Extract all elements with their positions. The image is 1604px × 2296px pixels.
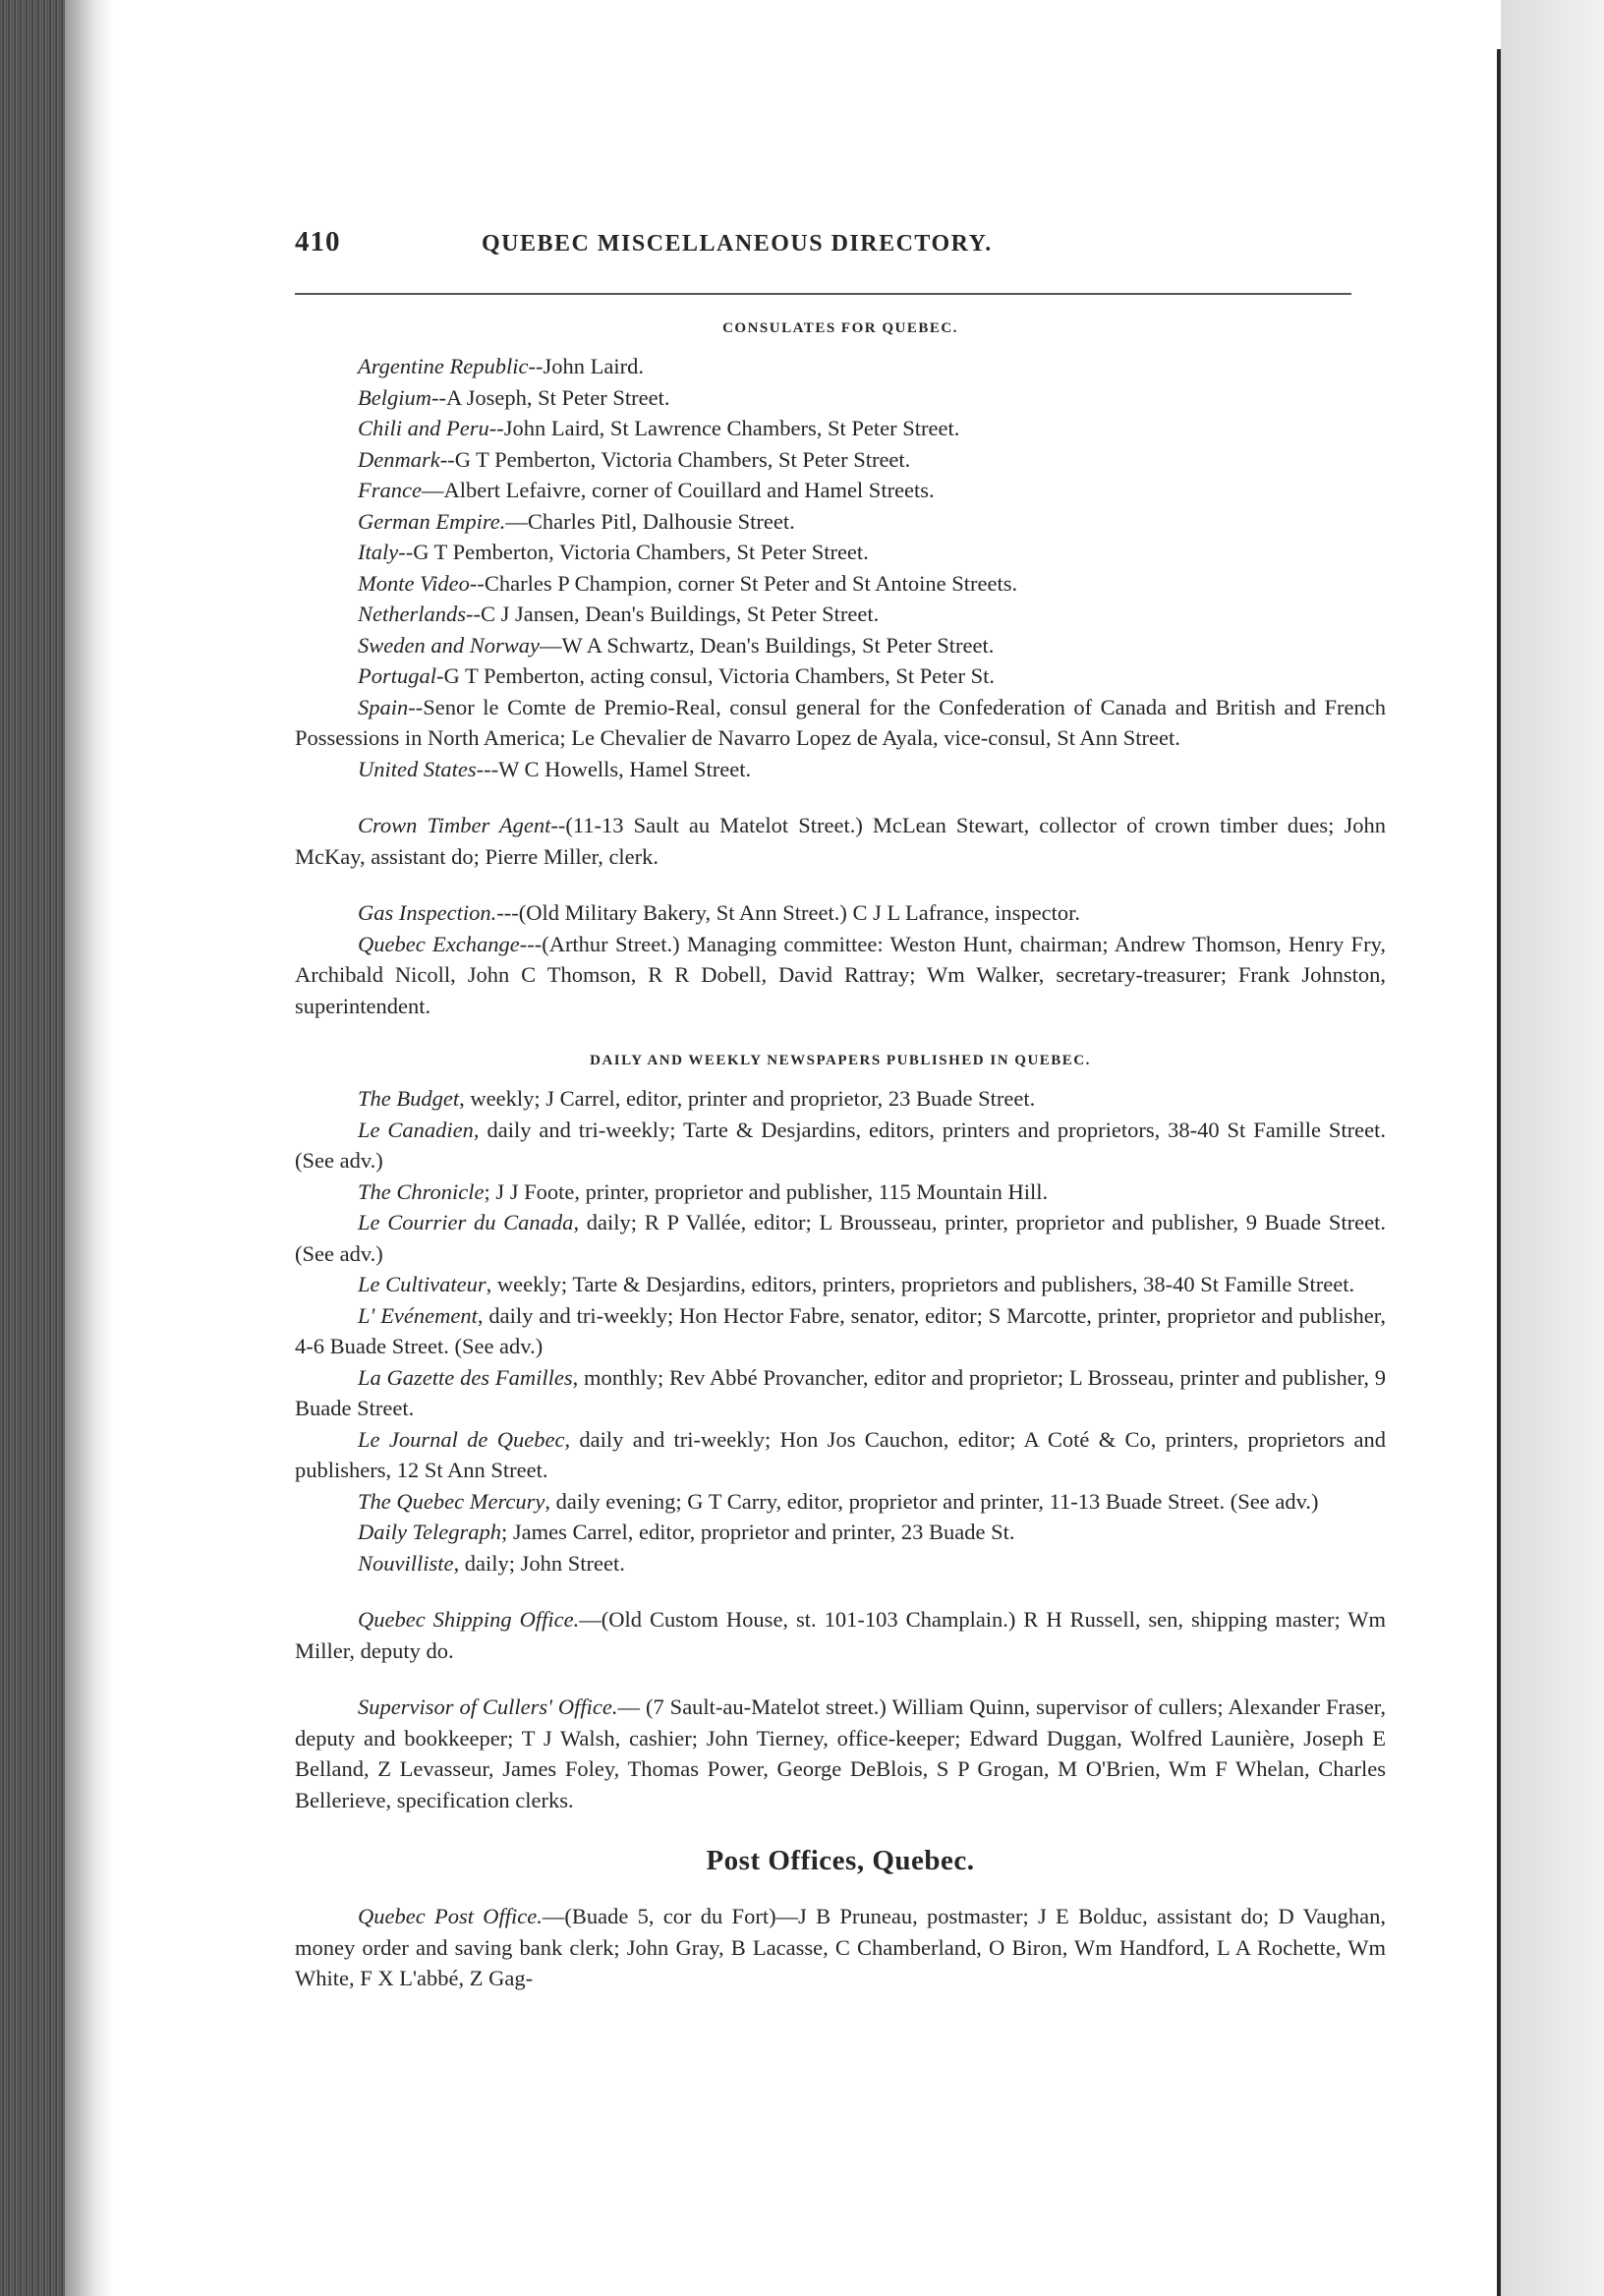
- entry-label: Spain: [358, 694, 409, 719]
- entry-text: --(11-13 Sault au Matelot Street.) McLean Stewart, collector of crown timber dues; John McKay, assistant do; Pierre Miller, clerk.: [295, 813, 1386, 869]
- entry-text: --C J Jansen, Dean's Buildings, St Peter Street.: [466, 602, 880, 626]
- entry-text: , weekly; Tarte & Desjardins, editors, printers, proprietors and publishers, 38-40 St Famille Street.: [486, 1272, 1355, 1296]
- entry-label: Gas Inspection.: [358, 900, 497, 925]
- entry-text: —W A Schwartz, Dean's Buildings, St Peter Street.: [540, 632, 995, 658]
- consulates-list: [295, 351, 1386, 784]
- crown-timber-section: [295, 810, 1386, 872]
- consulate-entry: [295, 351, 1386, 382]
- entry-label: France: [358, 478, 422, 502]
- entry-label: Chili and Peru: [358, 416, 489, 440]
- entry-label: Belgium: [358, 384, 431, 410]
- entry-text: — (7 Sault-au-Matelot street.) William Quinn, supervisor of cullers; Alexander Fraser, deputy and bookkeeper; T J Walsh, cashier; John Tierney, office-keeper; Edward Duggan, Wolfred Launière, Joseph E Belland, Z Levasseur, James Foley, Thomas Power, George DeBlois, S P Grogan, M O'Brien, Wm F Whelan, Charles Bellerieve, specification clerks.: [295, 1694, 1386, 1812]
- entry-label: The Budget: [358, 1086, 460, 1111]
- entry-label: Daily Telegraph: [358, 1520, 502, 1544]
- entry-text: --Senor le Comte de Premio-Real, consul general for the Confederation of Canada and British and French Possessions in North America; Le Chevalier de Navarro Lopez de Ayala, vice-consul, St Ann Street.: [295, 694, 1386, 750]
- entry-text: --John Laird, St Lawrence Chambers, St Peter Street.: [488, 416, 960, 440]
- newspaper-entry: [295, 1177, 1386, 1208]
- entry-text: -G T Pemberton, acting consul, Victoria Chambers, St Peter St.: [436, 663, 995, 688]
- entry-text: ---(Arthur Street.) Managing committee: Weston Hunt, chairman; Andrew Thomson, Henry Fry, Archibald Nicoll, John C Thomson, R R Dobell, David Rattray; Wm Walker, secretary-treasurer; Frank Johnston, superintendent.: [295, 931, 1386, 1018]
- entry-text: ---W C Howells, Hamel Street.: [476, 756, 752, 781]
- consulate-entry: [295, 444, 1386, 476]
- consulate-entry: [295, 660, 1386, 692]
- entry-label: Le Journal de Quebec: [358, 1426, 565, 1452]
- consulate-entry: [295, 537, 1386, 568]
- entry-label: Quebec Shipping Office.: [358, 1607, 580, 1632]
- newspaper-entry: [295, 1083, 1386, 1115]
- entry-text: , daily evening; G T Carry, editor, proprietor and printer, 11-13 Buade Street. (See adv.): [544, 1488, 1319, 1514]
- newspaper-entry: [295, 1362, 1386, 1424]
- entry-text: , daily and tri-weekly; Hon Jos Cauchon, editor; A Coté & Co, printers, proprietors and publishers, 12 St Ann Street.: [295, 1426, 1386, 1482]
- entry-text: --A Joseph, St Peter Street.: [430, 384, 670, 410]
- book-page-edges: [0, 0, 65, 2296]
- directory-page: [295, 226, 1386, 1994]
- newspaper-entry: [295, 1517, 1386, 1548]
- entry-label: German Empire.: [358, 508, 506, 534]
- shipping-office-section: [295, 1604, 1386, 1666]
- entry-label: Supervisor of Cullers' Office.: [358, 1694, 618, 1719]
- entry-label: Quebec Post Office.: [358, 1904, 543, 1928]
- office-entry: [295, 1692, 1386, 1815]
- cullers-office-section: [295, 1692, 1386, 1815]
- office-entry: [295, 1604, 1386, 1666]
- newspaper-entry: [295, 1300, 1386, 1362]
- entry-text: , daily and tri-weekly; Tarte & Desjardins, editors, printers and proprietors, 38-40 St Famille Street. (See adv.): [295, 1117, 1386, 1173]
- entry-label: Portugal: [358, 663, 437, 688]
- entry-label: Monte Video: [358, 570, 470, 596]
- newspapers-title: DAILY AND WEEKLY NEWSPAPERS PUBLISHED IN QUEBEC.: [590, 1053, 1091, 1068]
- entry-text: —Charles Pitl, Dalhousie Street.: [505, 508, 795, 534]
- entry-text: , weekly; J Carrel, editor, printer and proprietor, 23 Buade Street.: [459, 1086, 1036, 1111]
- entry-text: --G T Pemberton, Victoria Chambers, St Peter Street.: [439, 446, 911, 472]
- office-entry: [295, 897, 1386, 929]
- entry-label: The Chronicle: [358, 1178, 485, 1204]
- entry-text: ; James Carrel, editor, proprietor and printer, 23 Buade St.: [501, 1520, 1015, 1544]
- post-offices-heading: Post Offices, Quebec.: [706, 1845, 975, 1876]
- office-entry: [295, 810, 1386, 872]
- newspaper-entry: [295, 1269, 1386, 1300]
- entry-text: ---(Old Military Bakery, St Ann Street.) C J L Lafrance, inspector.: [496, 900, 1081, 925]
- running-title: QUEBEC MISCELLANEOUS DIRECTORY.: [482, 231, 993, 257]
- entry-text: —(Old Custom House, st. 101-103 Champlain.) R H Russell, sen, shipping master; Wm Miller, deputy do.: [295, 1607, 1386, 1663]
- consulates-title: CONSULATES FOR QUEBEC.: [722, 320, 958, 336]
- entry-text: , daily and tri-weekly; Hon Hector Fabre, senator, editor; S Marcotte, printer, proprietor and publisher, 4-6 Buade Street. (See adv.): [295, 1302, 1387, 1358]
- entry-text: —Albert Lefaivre, corner of Couillard and Hamel Streets.: [421, 478, 935, 502]
- newspaper-entry: [295, 1486, 1386, 1518]
- entry-label: Crown Timber Agent: [358, 813, 551, 837]
- consulate-entry: [295, 475, 1386, 506]
- entry-label: Sweden and Norway: [358, 632, 540, 658]
- consulate-entry: [295, 754, 1386, 785]
- page-header: [295, 226, 1386, 269]
- consulate-entry: [295, 568, 1386, 600]
- gutter-shadow: [65, 0, 114, 2296]
- post-offices-list: [295, 1901, 1386, 1994]
- inspection-exchange-section: [295, 897, 1386, 1021]
- entry-text: , daily; R P Vallée, editor; L Brousseau, printer, proprietor and publisher, 9 Buade Street. (See adv.): [295, 1210, 1386, 1266]
- consulate-entry: [295, 630, 1386, 661]
- entry-label: Nouvilliste: [358, 1550, 454, 1576]
- entry-label: Le Canadien: [358, 1117, 474, 1142]
- entry-label: Argentine Republic: [358, 354, 529, 378]
- entry-text: --John Laird.: [528, 354, 644, 378]
- entry-label: Netherlands: [358, 602, 466, 626]
- entry-text: --Charles P Champion, corner St Peter and St Antoine Streets.: [469, 570, 1018, 596]
- consulate-entry: [295, 692, 1386, 754]
- post-office-entry: [295, 1901, 1386, 1994]
- entry-label: Denmark: [358, 446, 440, 472]
- entry-text: ; J J Foote, printer, proprietor and publisher, 115 Mountain Hill.: [484, 1178, 1049, 1204]
- entry-label: United States: [358, 756, 477, 781]
- consulate-entry: [295, 599, 1386, 630]
- newspapers-list: [295, 1083, 1386, 1578]
- newspaper-entry: [295, 1207, 1386, 1269]
- entry-text: —(Buade 5, cor du Fort)—J B Pruneau, postmaster; J E Bolduc, assistant do; D Vaughan, money order and saving bank clerk; John Gray, B Lacasse, C Chamberland, O Biron, Wm Handford, L A Rochette, Wm White, F X L'abbé, Z Gag-: [295, 1904, 1386, 1990]
- entry-label: La Gazette des Familles: [358, 1364, 573, 1390]
- page-number: 410: [295, 226, 341, 258]
- entry-label: Le Courrier du Canada: [358, 1210, 574, 1234]
- newspaper-entry: [295, 1115, 1386, 1177]
- entry-text: --G T Pemberton, Victoria Chambers, St Peter Street.: [398, 540, 869, 564]
- entry-label: Quebec Exchange: [358, 931, 520, 956]
- entry-text: , daily; John Street.: [453, 1550, 625, 1576]
- newspaper-entry: [295, 1424, 1386, 1486]
- consulate-entry: [295, 413, 1386, 444]
- next-page-margin: [1501, 0, 1604, 2296]
- entry-label: The Quebec Mercury: [358, 1488, 545, 1514]
- page-border-rule: [1497, 49, 1501, 2296]
- consulate-entry: [295, 506, 1386, 538]
- header-rule: [295, 293, 1351, 295]
- entry-text: , monthly; Rev Abbé Provancher, editor and proprietor; L Brosseau, printer and publisher, 9 Buade Street.: [295, 1364, 1386, 1420]
- newspaper-entry: [295, 1548, 1386, 1579]
- consulate-entry: [295, 382, 1386, 414]
- entry-label: Italy: [358, 540, 399, 564]
- entry-label: L' Evénement: [358, 1302, 478, 1328]
- entry-label: Le Cultivateur: [358, 1272, 487, 1296]
- office-entry: [295, 929, 1386, 1022]
